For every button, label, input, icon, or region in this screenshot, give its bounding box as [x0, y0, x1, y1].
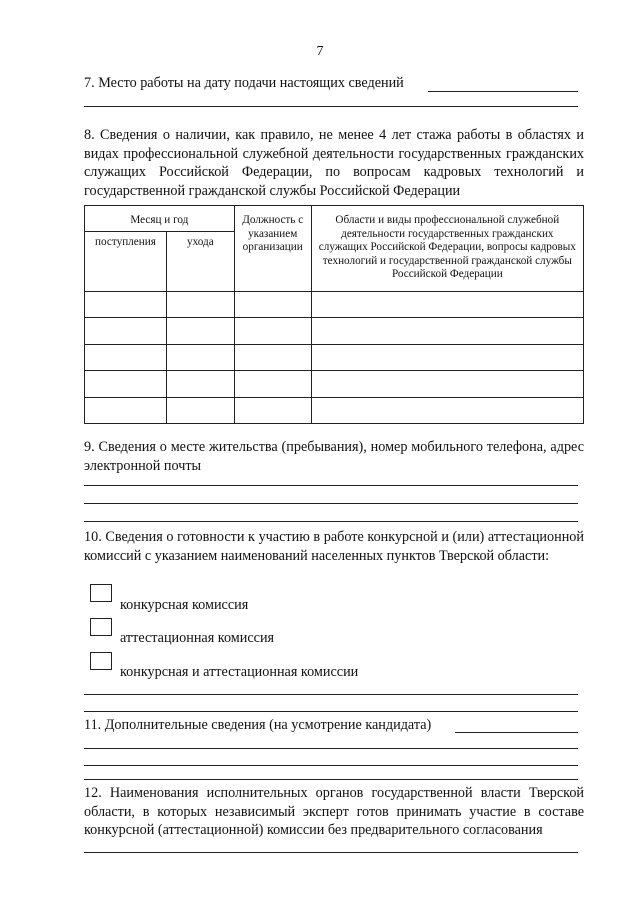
- table-row: [85, 398, 584, 424]
- table-cell[interactable]: [85, 398, 167, 424]
- table-cell[interactable]: [234, 345, 311, 371]
- table-row: [85, 292, 584, 318]
- section-11-label: 11. Дополнительные сведения (на усмотрение кандидата): [84, 717, 432, 733]
- table-cell[interactable]: [311, 371, 583, 398]
- page-number: 7: [316, 44, 324, 59]
- table-cell[interactable]: [234, 371, 311, 398]
- section-11-line-3[interactable]: [84, 779, 578, 780]
- section-9-line-3[interactable]: [84, 521, 578, 522]
- table-row: [85, 318, 584, 345]
- section-12-line[interactable]: [84, 852, 578, 853]
- table-cell[interactable]: [166, 292, 234, 318]
- header-month-year: Месяц и год: [85, 206, 235, 232]
- table-cell[interactable]: [166, 398, 234, 424]
- table-row: [85, 345, 584, 371]
- table-cell[interactable]: [234, 292, 311, 318]
- section-11-fill-line[interactable]: [455, 732, 578, 733]
- table-cell[interactable]: [85, 345, 167, 371]
- section-10-line-1[interactable]: [84, 694, 578, 695]
- header-exit: ухода: [166, 232, 234, 292]
- option-attestation-commission: аттестационная комиссия: [120, 630, 275, 646]
- section-11-line-1[interactable]: [84, 748, 578, 749]
- checkbox-attestation-commission[interactable]: [90, 618, 112, 636]
- section-10-line-2[interactable]: [84, 711, 578, 712]
- table-cell[interactable]: [85, 318, 167, 345]
- section-9-line-1[interactable]: [84, 485, 578, 486]
- section-12-text: 12. Наименования исполнительных органов государственной власти Тверской области, в которых независимый эксперт готов принимать участие в составе конкурсной (аттестационной) комиссии без предварительного согласования: [84, 785, 584, 838]
- header-position: Должность с указанием организации: [234, 206, 311, 292]
- section-10-text: 10. Сведения о готовности к участию в работе конкурсной и (или) аттестационной комиссий с указанием наименований населенных пунктов Тверской области:: [84, 529, 584, 564]
- table-cell[interactable]: [234, 398, 311, 424]
- experience-table: [84, 205, 584, 424]
- option-competitive-commission: конкурсная комиссия: [120, 597, 249, 613]
- table-cell[interactable]: [166, 345, 234, 371]
- section-11-line-2[interactable]: [84, 765, 578, 766]
- header-areas: Области и виды профессиональной служебной деятельности государственных гражданских служащих Российской Федерации, вопросы кадровых технологий и государственной гражданской службы Российской Федерации: [311, 206, 583, 292]
- table-row: [85, 371, 584, 398]
- checkbox-competitive-commission[interactable]: [90, 584, 112, 602]
- table-cell[interactable]: [85, 371, 167, 398]
- option-both-commissions: конкурсная и аттестационная комиссии: [120, 664, 359, 680]
- table-cell[interactable]: [234, 318, 311, 345]
- header-entry: поступления: [85, 232, 167, 292]
- table-cell[interactable]: [311, 345, 583, 371]
- table-cell[interactable]: [166, 371, 234, 398]
- table-cell[interactable]: [85, 292, 167, 318]
- table-cell[interactable]: [311, 292, 583, 318]
- checkbox-both-commissions[interactable]: [90, 652, 112, 670]
- table-cell[interactable]: [311, 318, 583, 345]
- section-7-fill-line[interactable]: [428, 91, 578, 92]
- section-9-text: 9. Сведения о месте жительства (пребывания), номер мобильного телефона, адрес электронной почты: [84, 439, 584, 474]
- table-cell[interactable]: [166, 318, 234, 345]
- section-7-line[interactable]: [84, 106, 578, 107]
- table-cell[interactable]: [311, 398, 583, 424]
- section-9-line-2[interactable]: [84, 503, 578, 504]
- section-8-text: 8. Сведения о наличии, как правило, не менее 4 лет стажа работы в областях и видах профессиональной служебной деятельности государственных гражданских служащих Российской Федерации, по вопросам кадровых технологий и государственной гражданской службы Российской Федерации: [84, 127, 584, 199]
- section-7-label: 7. Место работы на дату подачи настоящих сведений: [84, 75, 404, 91]
